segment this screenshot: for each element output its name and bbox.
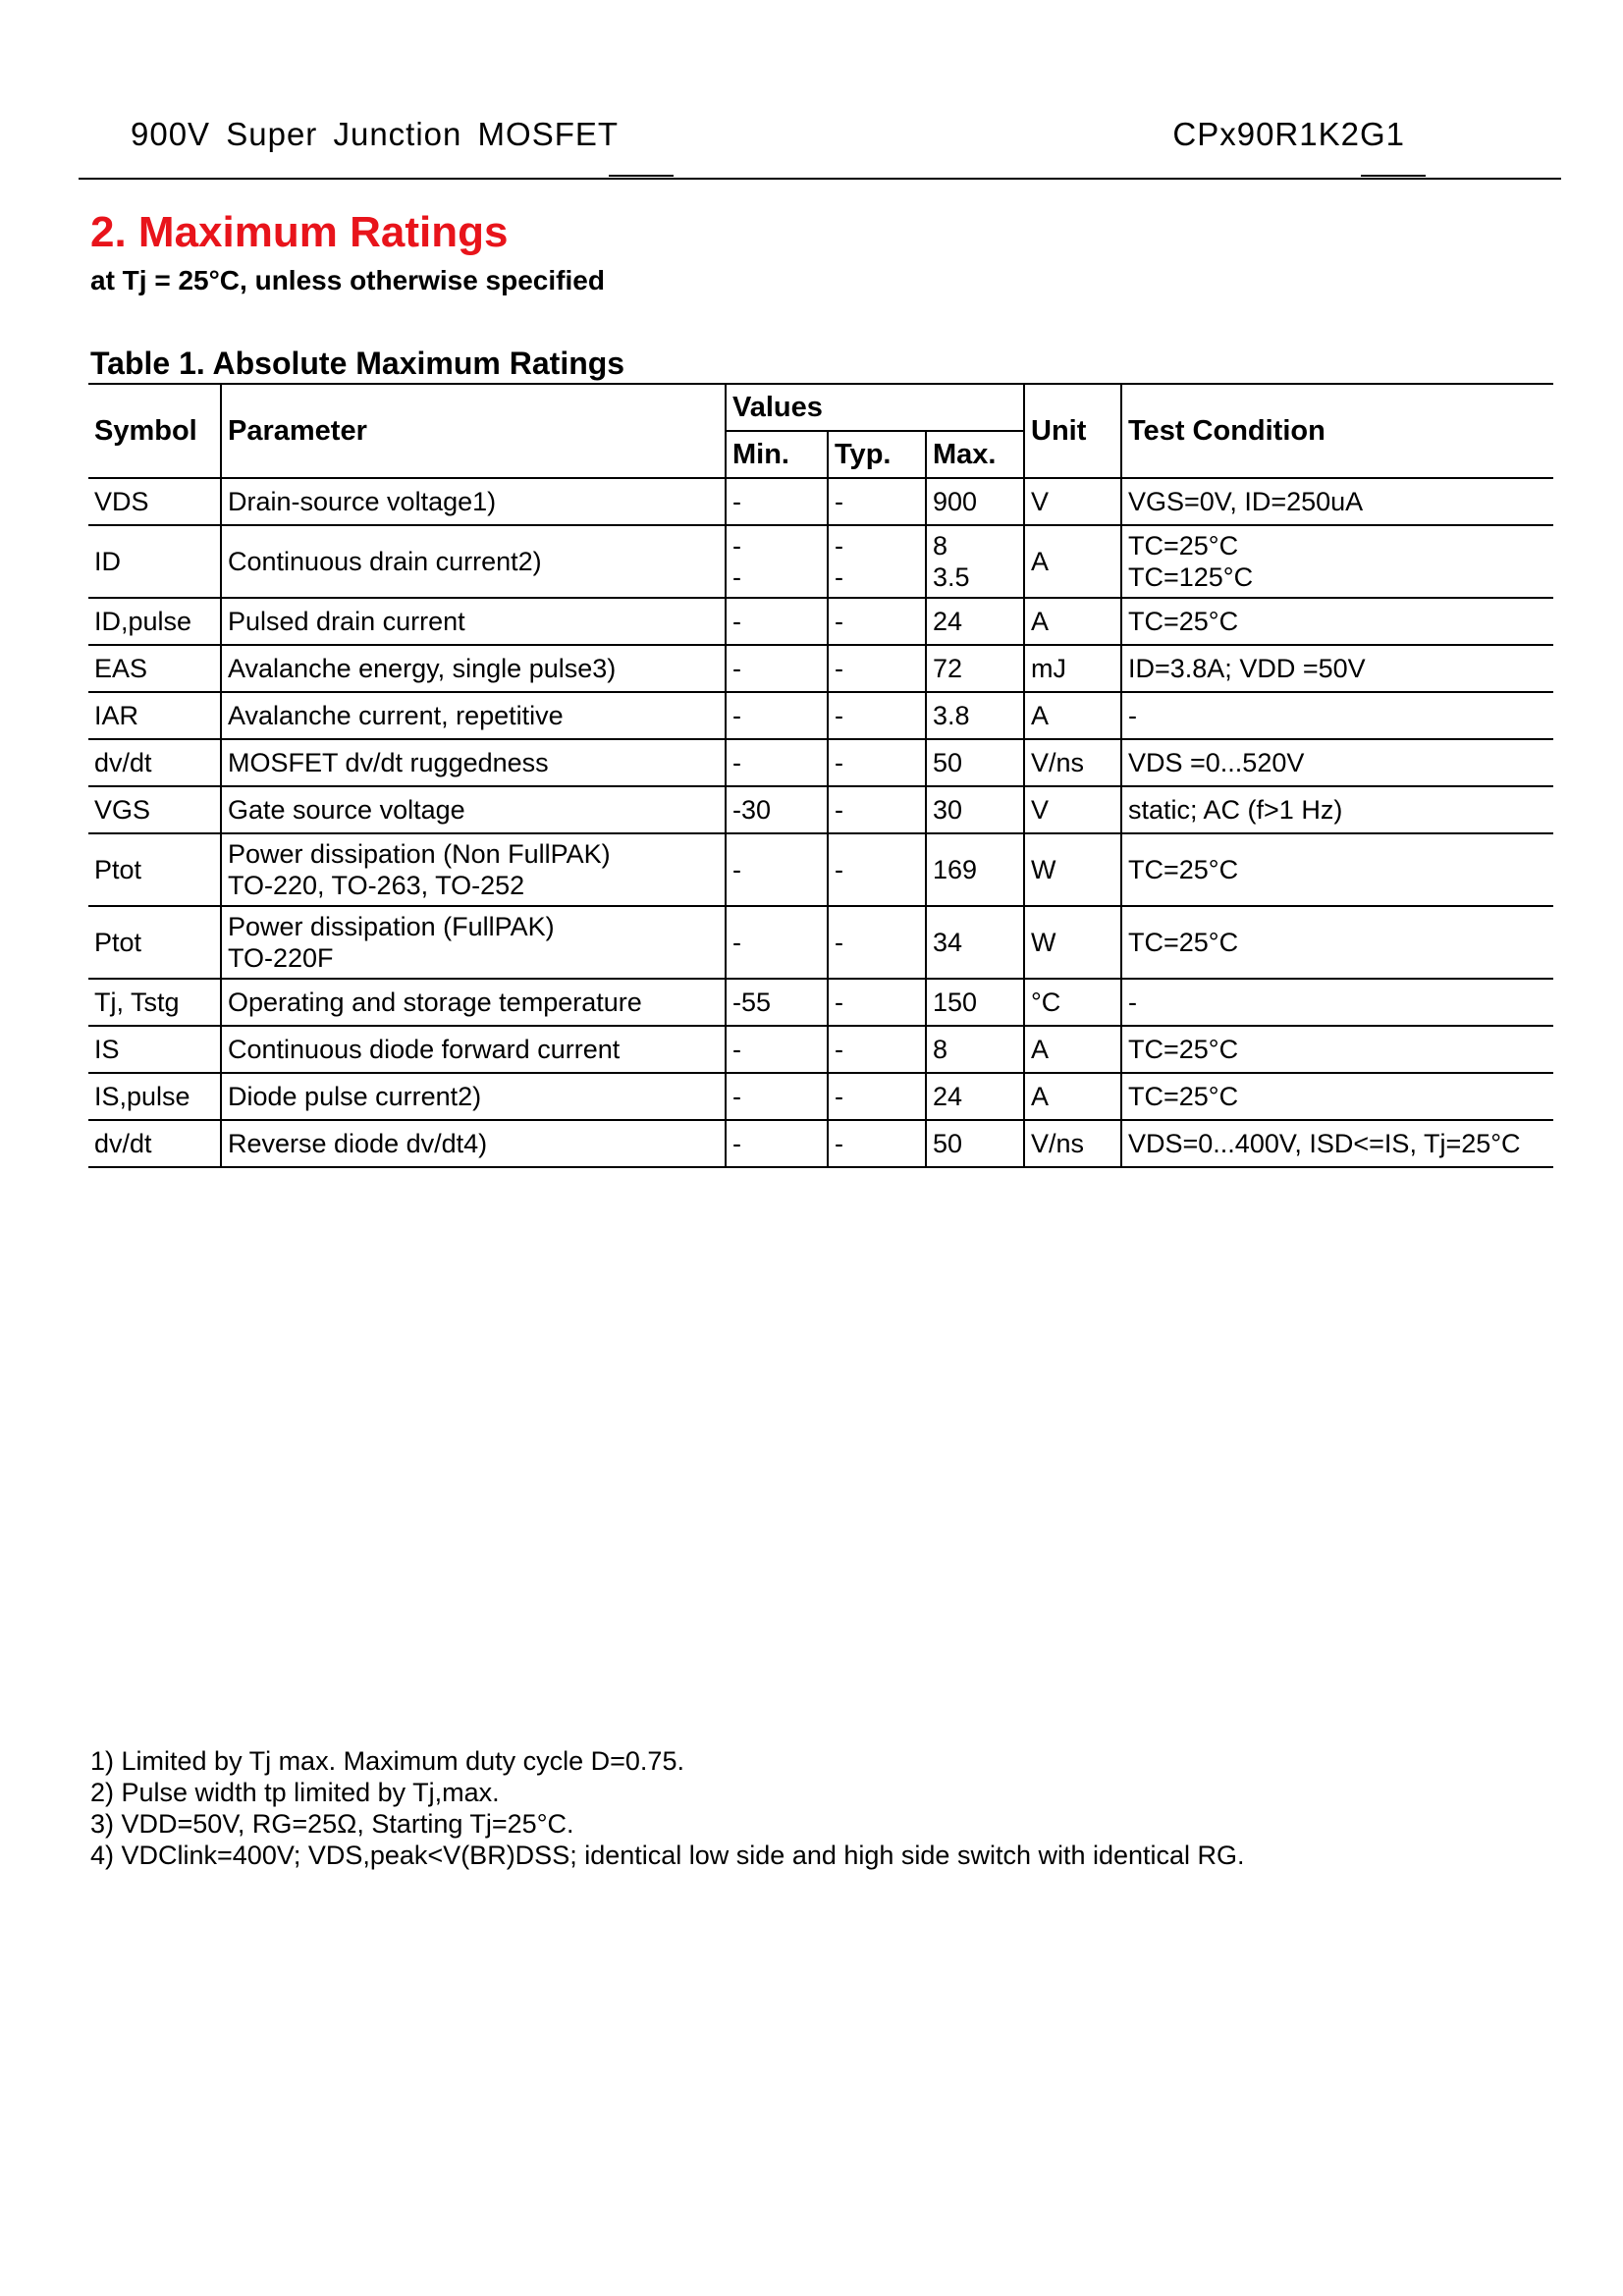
cell-unit: mJ [1024,645,1121,692]
cell-condition: TC=25°C [1121,1073,1553,1120]
cell-parameter: Drain-source voltage1) [221,478,726,525]
cell-min: - - [726,525,828,598]
cell-condition: TC=25°C [1121,1026,1553,1073]
cell-unit: W [1024,906,1121,979]
cell-parameter: Continuous diode forward current [221,1026,726,1073]
cell-symbol: Ptot [88,833,221,906]
header-rule [79,178,1561,180]
cell-symbol: VDS [88,478,221,525]
cell-max: 30 [926,786,1024,833]
header-part-number: CPx90R1K2G1 [1172,116,1405,152]
cell-unit: A [1024,692,1121,739]
cell-min: - [726,1120,828,1167]
cell-condition: VGS=0V, ID=250uA [1121,478,1553,525]
cell-min: -55 [726,979,828,1026]
cell-typ: - [828,786,926,833]
cell-typ: - [828,1026,926,1073]
col-header-condition: Test Condition [1121,384,1553,478]
cell-typ: - [828,692,926,739]
footnote: 4) VDClink=400V; VDS,peak<V(BR)DSS; identical low side and high side switch with identical RG. [90,1841,1245,1870]
cell-max: 3.8 [926,692,1024,739]
cell-condition: TC=25°C TC=125°C [1121,525,1553,598]
cell-typ: - [828,979,926,1026]
cell-symbol: ID,pulse [88,598,221,645]
cell-symbol: EAS [88,645,221,692]
cell-max: 8 [926,1026,1024,1073]
cell-typ: - [828,833,926,906]
cell-unit: V/ns [1024,739,1121,786]
cell-min: - [726,833,828,906]
cell-symbol: Tj, Tstg [88,979,221,1026]
cell-condition: static; AC (f>1 Hz) [1121,786,1553,833]
cell-unit: °C [1024,979,1121,1026]
cell-min: - [726,598,828,645]
table-row [88,906,1553,979]
col-header-min: Min. [726,431,828,478]
cell-symbol: Ptot [88,906,221,979]
table-row [88,833,1553,906]
cell-typ: - [828,598,926,645]
cell-parameter: Power dissipation (FullPAK) TO-220F [221,906,726,979]
table-row [88,1120,1553,1167]
cell-unit: W [1024,833,1121,906]
cell-typ: - - [828,525,926,598]
cell-max: 34 [926,906,1024,979]
footnotes [90,1745,1245,1871]
table-row [88,979,1553,1026]
cell-unit: A [1024,598,1121,645]
table-row [88,525,1553,598]
cell-parameter: MOSFET dv/dt ruggedness [221,739,726,786]
cell-max: 150 [926,979,1024,1026]
cell-typ: - [828,906,926,979]
cell-unit: V/ns [1024,1120,1121,1167]
cell-parameter: Diode pulse current2) [221,1073,726,1120]
footnote: 1) Limited by Tj max. Maximum duty cycle D=0.75. [90,1746,684,1776]
cell-condition: TC=25°C [1121,906,1553,979]
cell-max: 900 [926,478,1024,525]
col-header-typ: Typ. [828,431,926,478]
cell-max: 24 [926,598,1024,645]
header-title: 900V Super Junction MOSFET [131,116,620,152]
cell-parameter: Power dissipation (Non FullPAK) TO-220, TO-263, TO-252 [221,833,726,906]
table-row [88,1073,1553,1120]
section-title: 2. Maximum Ratings [90,208,509,256]
cell-condition: - [1121,979,1553,1026]
table-row [88,786,1553,833]
table-row [88,692,1553,739]
cell-min: - [726,645,828,692]
cell-unit: V [1024,478,1121,525]
cell-min: - [726,1073,828,1120]
table-row [88,598,1553,645]
cell-max: 24 [926,1073,1024,1120]
cell-unit: A [1024,1026,1121,1073]
cell-max: 8 3.5 [926,525,1024,598]
col-header-unit: Unit [1024,384,1121,478]
cell-unit: V [1024,786,1121,833]
cell-parameter: Avalanche energy, single pulse3) [221,645,726,692]
cell-typ: - [828,1073,926,1120]
cell-symbol: dv/dt [88,1120,221,1167]
cell-condition: - [1121,692,1553,739]
col-header-values: Values [726,384,1024,431]
col-header-max: Max. [926,431,1024,478]
footnote: 2) Pulse width tp limited by Tj,max. [90,1778,500,1807]
cell-symbol: IAR [88,692,221,739]
table-row [88,478,1553,525]
footnote: 3) VDD=50V, RG=25Ω, Starting Tj=25°C. [90,1809,574,1839]
cell-min: - [726,1026,828,1073]
cell-typ: - [828,1120,926,1167]
cell-min: - [726,906,828,979]
cell-min: - [726,739,828,786]
cell-typ: - [828,645,926,692]
cell-condition: TC=25°C [1121,833,1553,906]
cell-condition: ID=3.8A; VDD =50V [1121,645,1553,692]
table-row [88,739,1553,786]
col-header-parameter: Parameter [221,384,726,478]
cell-unit: A [1024,525,1121,598]
cell-max: 72 [926,645,1024,692]
cell-parameter: Gate source voltage [221,786,726,833]
cell-min: -30 [726,786,828,833]
table-row [88,1026,1553,1073]
cell-parameter: Operating and storage temperature [221,979,726,1026]
ratings-table [88,383,1553,1168]
cell-symbol: VGS [88,786,221,833]
cell-typ: - [828,478,926,525]
table-row [88,645,1553,692]
cell-condition: VDS=0...400V, ISD<=IS, Tj=25°C [1121,1120,1553,1167]
cell-symbol: IS,pulse [88,1073,221,1120]
cell-typ: - [828,739,926,786]
cell-min: - [726,478,828,525]
header-rule-accent [1361,175,1426,177]
cell-condition: VDS =0...520V [1121,739,1553,786]
cell-max: 169 [926,833,1024,906]
cell-parameter: Continuous drain current2) [221,525,726,598]
cell-symbol: dv/dt [88,739,221,786]
cell-parameter: Pulsed drain current [221,598,726,645]
table-caption: Table 1. Absolute Maximum Ratings [90,346,625,381]
cell-symbol: IS [88,1026,221,1073]
cell-unit: A [1024,1073,1121,1120]
cell-parameter: Reverse diode dv/dt4) [221,1120,726,1167]
cell-symbol: ID [88,525,221,598]
section-subtitle: at Tj = 25°C, unless otherwise specified [90,265,605,295]
header-rule-accent [609,175,674,177]
cell-min: - [726,692,828,739]
cell-max: 50 [926,1120,1024,1167]
cell-parameter: Avalanche current, repetitive [221,692,726,739]
col-header-symbol: Symbol [88,384,221,478]
cell-condition: TC=25°C [1121,598,1553,645]
cell-max: 50 [926,739,1024,786]
